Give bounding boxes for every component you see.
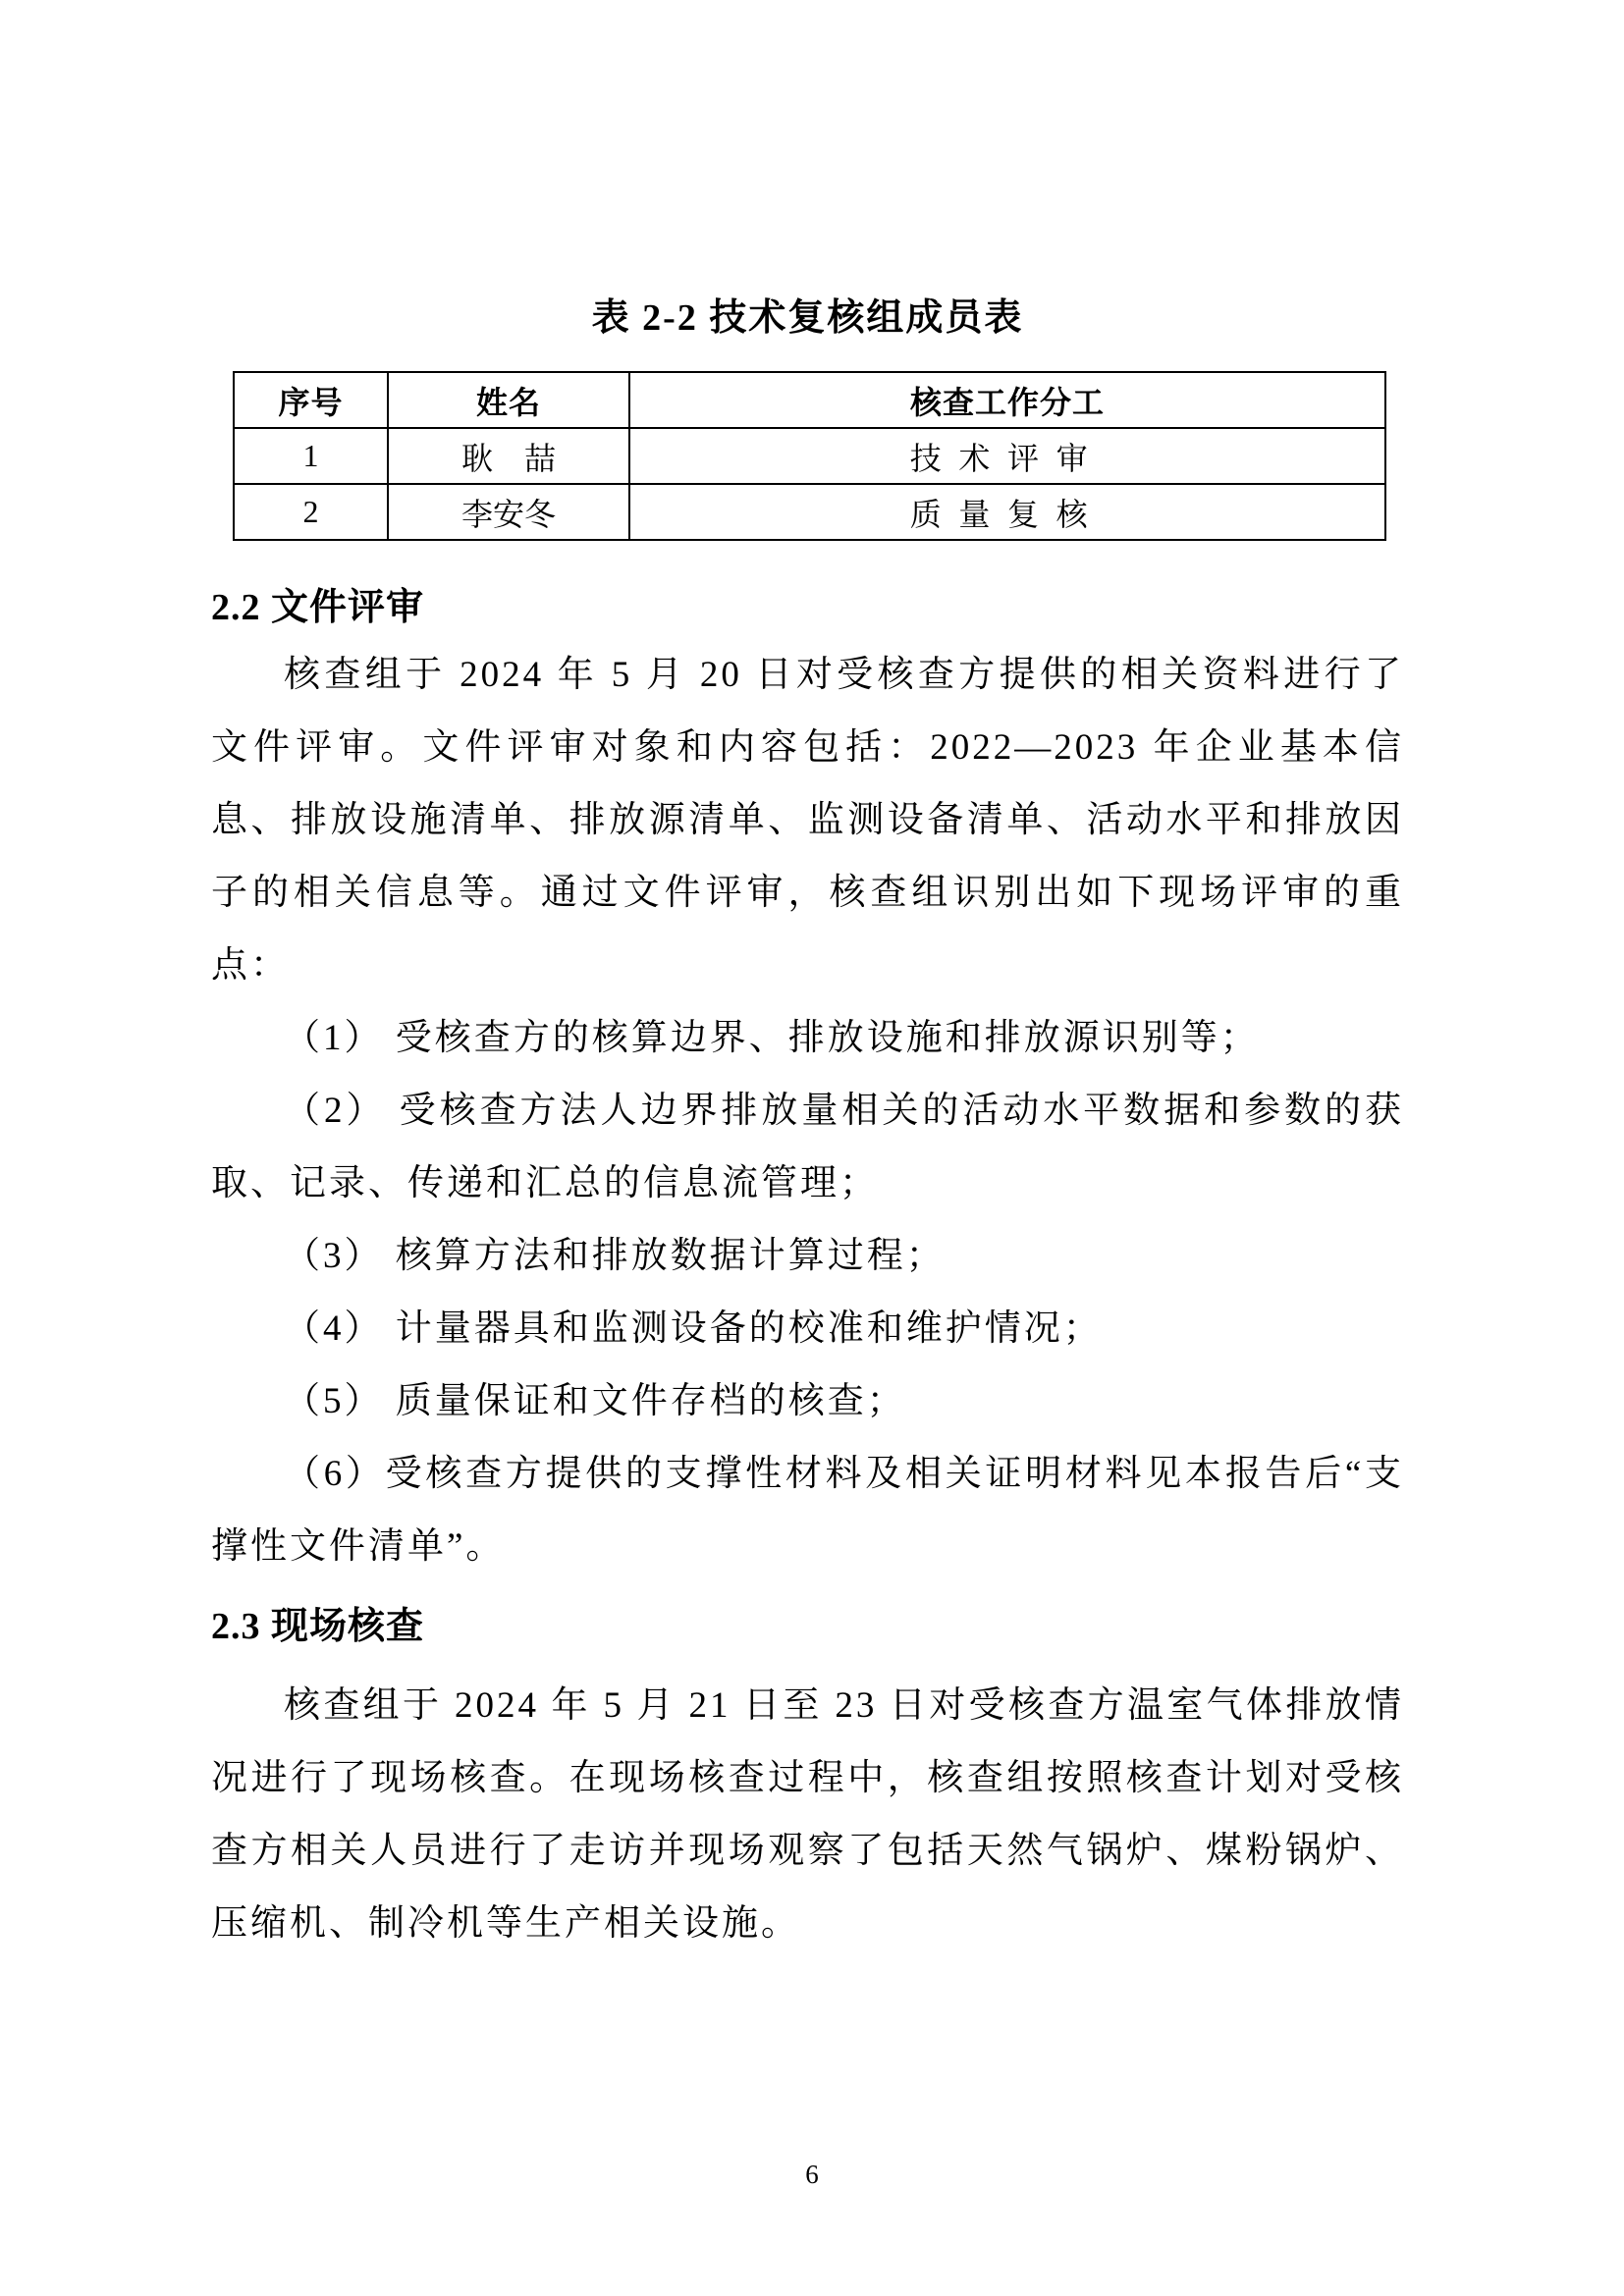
list-item-3: （3） 核算方法和排放数据计算过程； bbox=[284, 1236, 946, 1276]
list-item-1: （1） 受核查方的核算边界、排放设施和排放源识别等； bbox=[284, 1018, 1260, 1058]
table-row bbox=[234, 484, 1385, 540]
column-header-division: 核查工作分工 bbox=[629, 372, 1385, 428]
section-2-3-paragraph: 核查组于 2024 年 5 月 21 日至 23 日对受核查方温室气体排放情况进行了现场核查。在现场核查过程中，核查组按照核查计划对受核查方相关人员进行了走访并现场观察了包括天然气锅炉、煤粉锅炉、压缩机、制冷机等生产相关设施。 bbox=[211, 1685, 1404, 1944]
column-header-name: 姓名 bbox=[388, 372, 629, 428]
members-table bbox=[233, 371, 1386, 541]
table-header-row bbox=[234, 372, 1385, 428]
section-2-2-paragraph: 核查组于 2024 年 5 月 20 日对受核查方提供的相关资料进行了文件评审。文件评审对象和内容包括：2022—2023 年企业基本信息、排放设施清单、排放源清单、监测设备清单、活动水平和排放因子的相关信息等。通过文件评审，核查组识别出如下现场评审的重点： bbox=[211, 655, 1404, 986]
cell-division: 技术评审 bbox=[629, 428, 1385, 484]
page-number: 6 bbox=[805, 2160, 819, 2189]
section-heading-2-3: 2.3 现场核查 bbox=[211, 1606, 425, 1647]
cell-index: 1 bbox=[234, 428, 388, 484]
table-title: 表 2-2 技术复核组成员表 bbox=[591, 297, 1024, 339]
table-row bbox=[234, 428, 1385, 484]
cell-name: 耿 喆 bbox=[388, 428, 629, 484]
cell-name: 李安冬 bbox=[388, 484, 629, 540]
cell-index: 2 bbox=[234, 484, 388, 540]
section-heading-2-2: 2.2 文件评审 bbox=[211, 587, 425, 628]
list-item-2: （2） 受核查方法人边界排放量相关的活动水平数据和参数的获取、记录、传递和汇总的信息流管理； bbox=[211, 1091, 1404, 1203]
column-header-index: 序号 bbox=[234, 372, 388, 428]
cell-division: 质量复核 bbox=[629, 484, 1385, 540]
list-item-4: （4） 计量器具和监测设备的校准和维护情况； bbox=[284, 1308, 1103, 1349]
list-item-5: （5） 质量保证和文件存档的核查； bbox=[284, 1381, 906, 1421]
list-item-6: （6）受核查方提供的支撑性材料及相关证明材料见本报告后“支撑性文件清单”。 bbox=[211, 1454, 1404, 1567]
